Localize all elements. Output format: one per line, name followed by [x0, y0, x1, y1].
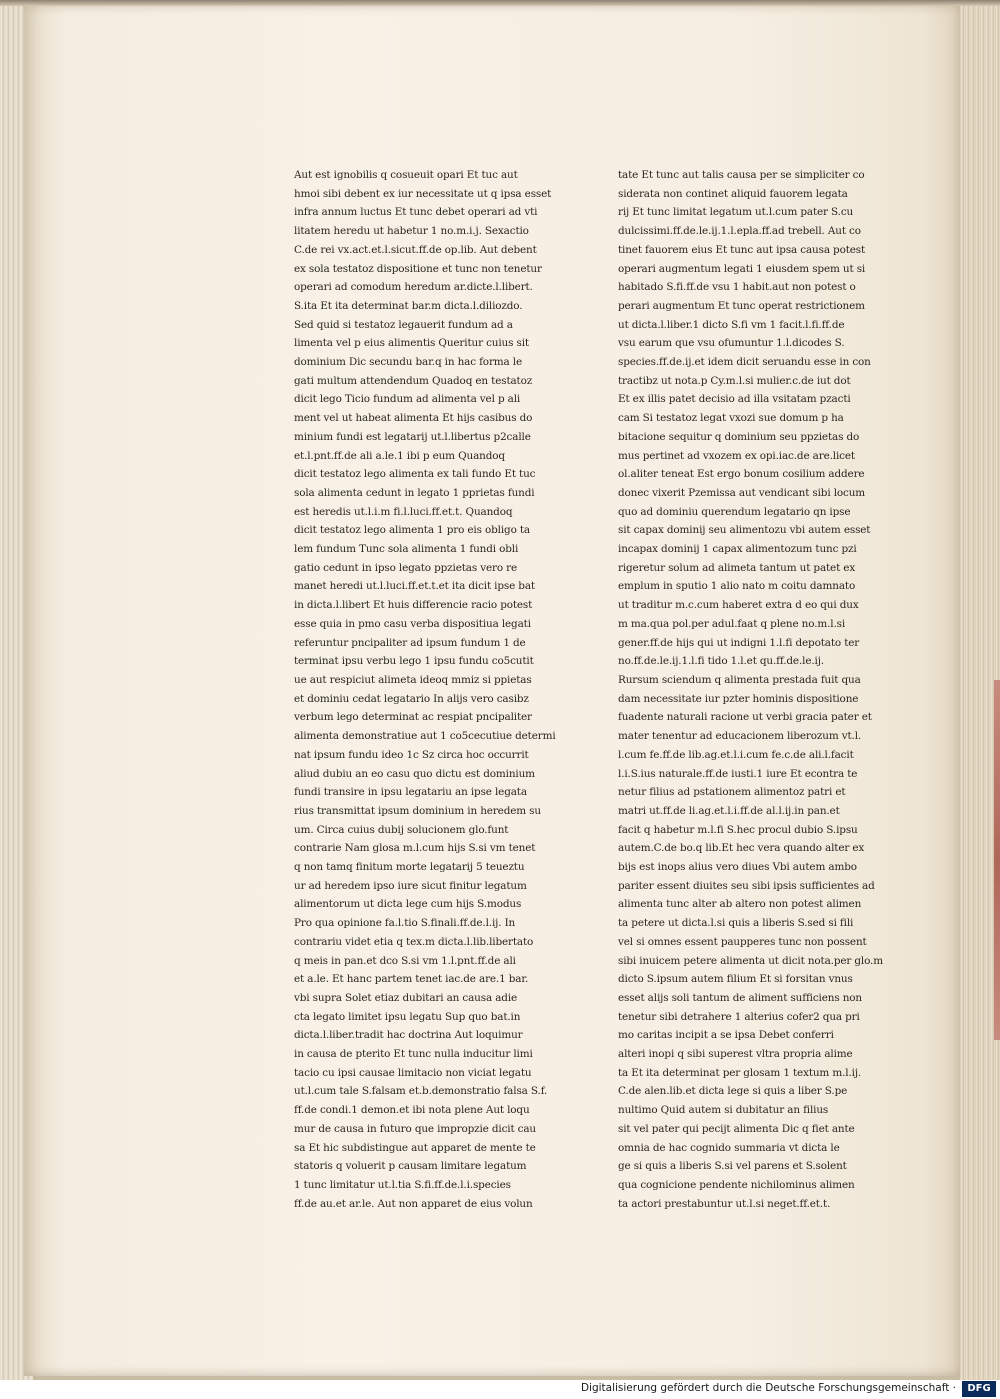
text-line: dicto S.ipsum autem filium Et si forsitan vnus: [618, 973, 853, 986]
text-line: ut.l.cum tale S.falsam et.b.demonstratio falsa S.f.: [294, 1085, 548, 1098]
text-line: nat ipsum fundu ideo 1c Sz circa hoc occurrit: [294, 748, 529, 761]
text-line: fuadente naturali racione ut verbi gracia pater et: [618, 711, 872, 724]
text-line: gener.ff.de hijs qui ut indigni 1.l.fi depotato ter: [618, 636, 860, 649]
text-line: sit vel pater qui pecijt alimenta Dic q fiet ante: [618, 1122, 855, 1135]
text-line: mo caritas incipit a se ipsa Debet conferri: [618, 1029, 834, 1042]
text-line: manet heredi ut.l.luci.ff.et.t.et ita dicit ipse bat: [294, 580, 535, 593]
text-line: alteri inopi q sibi superest vltra propria alime: [618, 1048, 853, 1061]
text-line: vbi supra Solet etiaz dubitari an causa adie: [294, 991, 518, 1004]
text-line: operari ad comodum heredum ar.dicte.l.libert.: [294, 281, 533, 294]
text-line: 1 tunc limitatur ut.l.tia S.fi.ff.de.l.i.species: [294, 1178, 511, 1191]
text-line: in dicta.l.libert Et huis differencie racio potest: [294, 599, 533, 612]
text-line: omnia de hac cognido summaria vt dicta le: [618, 1141, 840, 1154]
text-line: bitacione sequitur q dominium seu ppzietas do: [618, 430, 860, 443]
text-line: sit capax dominij seu alimentozu vbi autem esset: [618, 524, 871, 537]
text-line: dicit testatoz lego alimenta 1 pro eis obligo ta: [294, 524, 530, 537]
text-line: dam necessitate iur pzter hominis dispositione: [618, 692, 859, 705]
footer-bar: [0, 1380, 1000, 1399]
text-line: donec vixerit Pzemissa aut vendicant sibi locum: [618, 486, 866, 499]
text-line: m ma.qua pol.per adul.faat q plene no.m.l.si: [618, 617, 846, 630]
text-line: et dominiu cedat legatario In alijs vero casibz: [294, 692, 529, 705]
text-line: alimentorum ut dicta lege cum hijs S.modus: [294, 898, 522, 911]
text-line: verbum lego determinat ac respiat pncipaliter: [294, 711, 532, 724]
text-line: tenetur sibi detrahere 1 alterius cofer2 qua pri: [618, 1010, 860, 1023]
text-line: q meis in pan.et dco S.si vm 1.l.pnt.ff.de ali: [294, 954, 516, 967]
text-line: Rursum sciendum q alimenta prestada fuit qua: [618, 673, 861, 686]
text-line: qua cognicione pendente nichilominus alimen: [618, 1178, 855, 1191]
incunable-page: [24, 4, 964, 1376]
text-line: alimenta tunc alter ab altero non potest alimen: [618, 898, 862, 911]
red-edge-mark: [994, 680, 1000, 1040]
text-line: ment vel ut habeat alimenta Et hijs casibus do: [294, 412, 533, 425]
text-line: Pro qua opinione fa.l.tio S.finali.ff.de.l.ij. In: [294, 917, 516, 930]
text-line: sa Et hic subdistingue aut apparet de mente te: [294, 1141, 536, 1154]
text-line: ut dicta.l.liber.1 dicto S.fi vm 1 facit.l.fi.ff.de: [618, 318, 845, 331]
text-line: Et ex illis patet decisio ad illa vsitatam pzacti: [618, 393, 851, 406]
text-line: et.l.pnt.ff.de ali a.le.1 ibi p eum Quandoq: [294, 449, 505, 462]
funding-credit: Digitalisierung gefördert durch die Deutsche Forschungsgemeinschaft ·: [580, 1382, 956, 1394]
text-line: ff.de au.et ar.le. Aut non apparet de eius volun: [294, 1197, 533, 1210]
text-line: contrarie Nam glosa m.l.cum hijs S.si vm tenet: [294, 842, 536, 855]
text-line: et a.le. Et hanc partem tenet iac.de are.1 bar.: [294, 973, 529, 986]
right-text-column: [618, 166, 890, 1213]
left-text-column: [294, 166, 566, 1213]
text-line: esset alijs soli tantum de aliment sufficiens non: [618, 991, 863, 1004]
text-line: matri ut.ff.de li.ag.et.l.i.ff.de al.l.ij.in pan.et: [618, 804, 840, 817]
text-line: Sed quid si testatoz legauerit fundum ad a: [294, 318, 513, 331]
text-line: terminat ipsu verbu lego 1 ipsu fundu co5cutit: [294, 655, 534, 668]
text-line: tinet fauorem eius Et tunc aut ipsa causa potest: [618, 243, 866, 256]
text-line: facit q habetur m.l.fi S.hec procul dubio S.ipsu: [618, 823, 858, 836]
text-line: vel si omnes essent paupperes tunc non possent: [618, 935, 867, 948]
text-line: C.de rei vx.act.et.l.sicut.ff.de op.lib. Aut debent: [294, 243, 537, 256]
text-line: no.ff.de.le.ij.1.l.fi tido 1.l.et qu.ff.de.le.ij.: [618, 655, 824, 668]
text-line: operari augmentum legati 1 eiusdem spem ut si: [618, 262, 866, 275]
text-line: fundi transire in ipsu legatariu an ipse legata: [294, 786, 527, 799]
text-line: autem.C.de bo.q lib.Et hec vera quando alter ex: [618, 842, 865, 855]
text-line: ol.aliter teneat Est ergo bonum cosilium addere: [618, 468, 865, 481]
text-line: ue aut respiciut alimeta ideoq mmiz si ppietas: [294, 673, 532, 686]
text-line: bijs est inops alius vero diues Vbi autem ambo: [618, 861, 857, 874]
text-line: pariter essent diuites seu sibi ipsis sufficientes ad: [618, 879, 875, 892]
text-line: mur de causa in futuro que impropzie dicit cau: [294, 1122, 537, 1135]
text-line: gatio cedunt in ipso legato ppzietas vero re: [294, 561, 518, 574]
text-line: ur ad heredem ipso iure sicut finitur legatum: [294, 879, 527, 892]
text-line: gati multum attendendum Quadoq en testatoz: [294, 374, 533, 387]
text-line: species.ff.de.ij.et idem dicit seruandu esse in con: [618, 356, 871, 369]
text-line: statoris q voluerit p causam limitare legatum: [294, 1160, 527, 1173]
text-line: rij Et tunc limitat legatum ut.l.cum pater S.cu: [618, 206, 854, 219]
text-line: sibi inuicem petere alimenta ut dicit nota.per glo.m: [618, 954, 883, 967]
text-line: contrariu videt etia q tex.m dicta.l.lib.libertato: [294, 935, 534, 948]
text-line: ff.de condi.1 demon.et ibi nota plene Aut loqu: [294, 1104, 530, 1117]
text-line: ut traditur m.c.cum haberet extra d eo qui dux: [618, 599, 859, 612]
dfg-logo: DFG: [962, 1381, 996, 1397]
text-line: Aut est ignobilis q cosueuit opari Et tuc aut: [294, 169, 518, 181]
text-line: mater tenentur ad educacionem liberozum vt.l.: [618, 730, 862, 743]
text-line: perari augmentum Et tunc operat restrictionem: [618, 299, 865, 312]
text-line: tacio cu ipsi causae limitacio non viciat legatu: [294, 1066, 532, 1079]
text-line: q non tamq finitum morte legatarij 5 teueztu: [294, 861, 525, 874]
text-line: limenta vel p eius alimentis Queritur cuius sit: [294, 337, 529, 350]
text-line: um. Circa cuius dubij solucionem glo.funt: [294, 823, 509, 836]
text-line: nultimo Quid autem si dubitatur an filius: [618, 1104, 829, 1117]
text-line: S.ita Et ita determinat bar.m dicta.l.diliozdo.: [294, 299, 523, 312]
text-line: in causa de pterito Et tunc nulla inducitur limi: [294, 1048, 533, 1061]
text-line: dicit lego Ticio fundum ad alimenta vel p ali: [294, 393, 521, 406]
text-line: ta actori prestabuntur ut.l.si neget.ff.et.t.: [618, 1197, 831, 1210]
text-line: tate Et tunc aut talis causa per se simpliciter co: [618, 169, 865, 181]
text-line: infra annum luctus Et tunc debet operari ad vti: [294, 206, 538, 219]
text-line: rigeretur solum ad alimeta tantum ut patet ex: [618, 561, 856, 574]
text-line: tractibz ut nota.p Cy.m.l.si mulier.c.de iut dot: [618, 374, 851, 387]
text-line: alimenta demonstratiue aut 1 co5cecutiue determi: [294, 730, 556, 743]
text-line: C.de alen.lib.et dicta lege si quis a liber S.pe: [618, 1085, 848, 1098]
text-line: sola alimenta cedunt in legato 1 pprietas fundi: [294, 486, 535, 499]
text-line: dominium Dic secundu bar.q in hac forma le: [294, 356, 522, 369]
text-line: l.cum fe.ff.de lib.ag.et.l.i.cum fe.c.de ali.l.facit: [618, 748, 854, 761]
text-line: dicta.l.liber.tradit hac doctrina Aut loquimur: [294, 1029, 523, 1042]
text-line: est heredis ut.l.i.m fi.l.luci.ff.et.t. Quandoq: [294, 505, 513, 518]
text-line: emplum in sputio 1 alio nato m coitu damnato: [618, 580, 856, 593]
text-line: cam Si testatoz legat vxozi sue domum p ha: [618, 412, 844, 425]
text-line: ta Et ita determinat per glosam 1 textum m.l.ij.: [618, 1066, 862, 1079]
text-line: vsu earum que vsu ofumuntur 1.l.dicodes S.: [618, 337, 845, 350]
text-line: quo ad dominiu querendum legatario qn ipse: [618, 505, 851, 518]
text-line: minium fundi est legatarij ut.l.libertus p2calle: [294, 430, 531, 443]
text-line: l.i.S.ius naturale.ff.de iusti.1 iure Et econtra te: [618, 767, 858, 780]
text-line: incapax dominij 1 capax alimentozum tunc pzi: [618, 543, 857, 556]
text-line: cta legato limitet ipsu legatu Sup quo bat.in: [294, 1010, 521, 1023]
text-line: aliud dubiu an eo casu quo dictu est dominium: [294, 767, 535, 780]
text-line: siderata non continet aliquid fauorem legata: [618, 187, 848, 200]
text-line: netur filius ad pstationem alimentoz patri et: [618, 786, 846, 799]
text-line: dicit testatoz lego alimenta ex tali fundo Et tuc: [294, 468, 536, 481]
text-line: ta petere ut dicta.l.si quis a liberis S.sed si fili: [618, 917, 854, 930]
text-line: referuntur pncipaliter ad ipsum fundum 1 de: [294, 636, 526, 649]
top-page-edge: [0, 0, 1000, 6]
text-line: esse quia in pmo casu verba dispositiua legati: [294, 617, 531, 630]
text-line: ge si quis a liberis S.si vel parens et S.solent: [618, 1160, 847, 1173]
text-line: litatem heredu ut habetur 1 no.m.i.j. Sexactio: [294, 225, 529, 238]
text-line: hmoi sibi debent ex iur necessitate ut q ipsa esset: [294, 187, 552, 200]
text-line: dulcissimi.ff.de.le.ij.1.l.epla.ff.ad trebell. Aut co: [618, 225, 861, 238]
text-line: mus pertinet ad vxozem ex opi.iac.de are.licet: [618, 449, 855, 462]
text-line: lem fundum Tunc sola alimenta 1 fundi obli: [294, 543, 519, 556]
text-line: rius transmittat ipsum dominium in heredem su: [294, 804, 541, 817]
text-line: ex sola testatoz dispositione et tunc non tenetur: [294, 262, 542, 275]
text-line: habitado S.fi.ff.de vsu 1 habit.aut non potest o: [618, 281, 856, 294]
